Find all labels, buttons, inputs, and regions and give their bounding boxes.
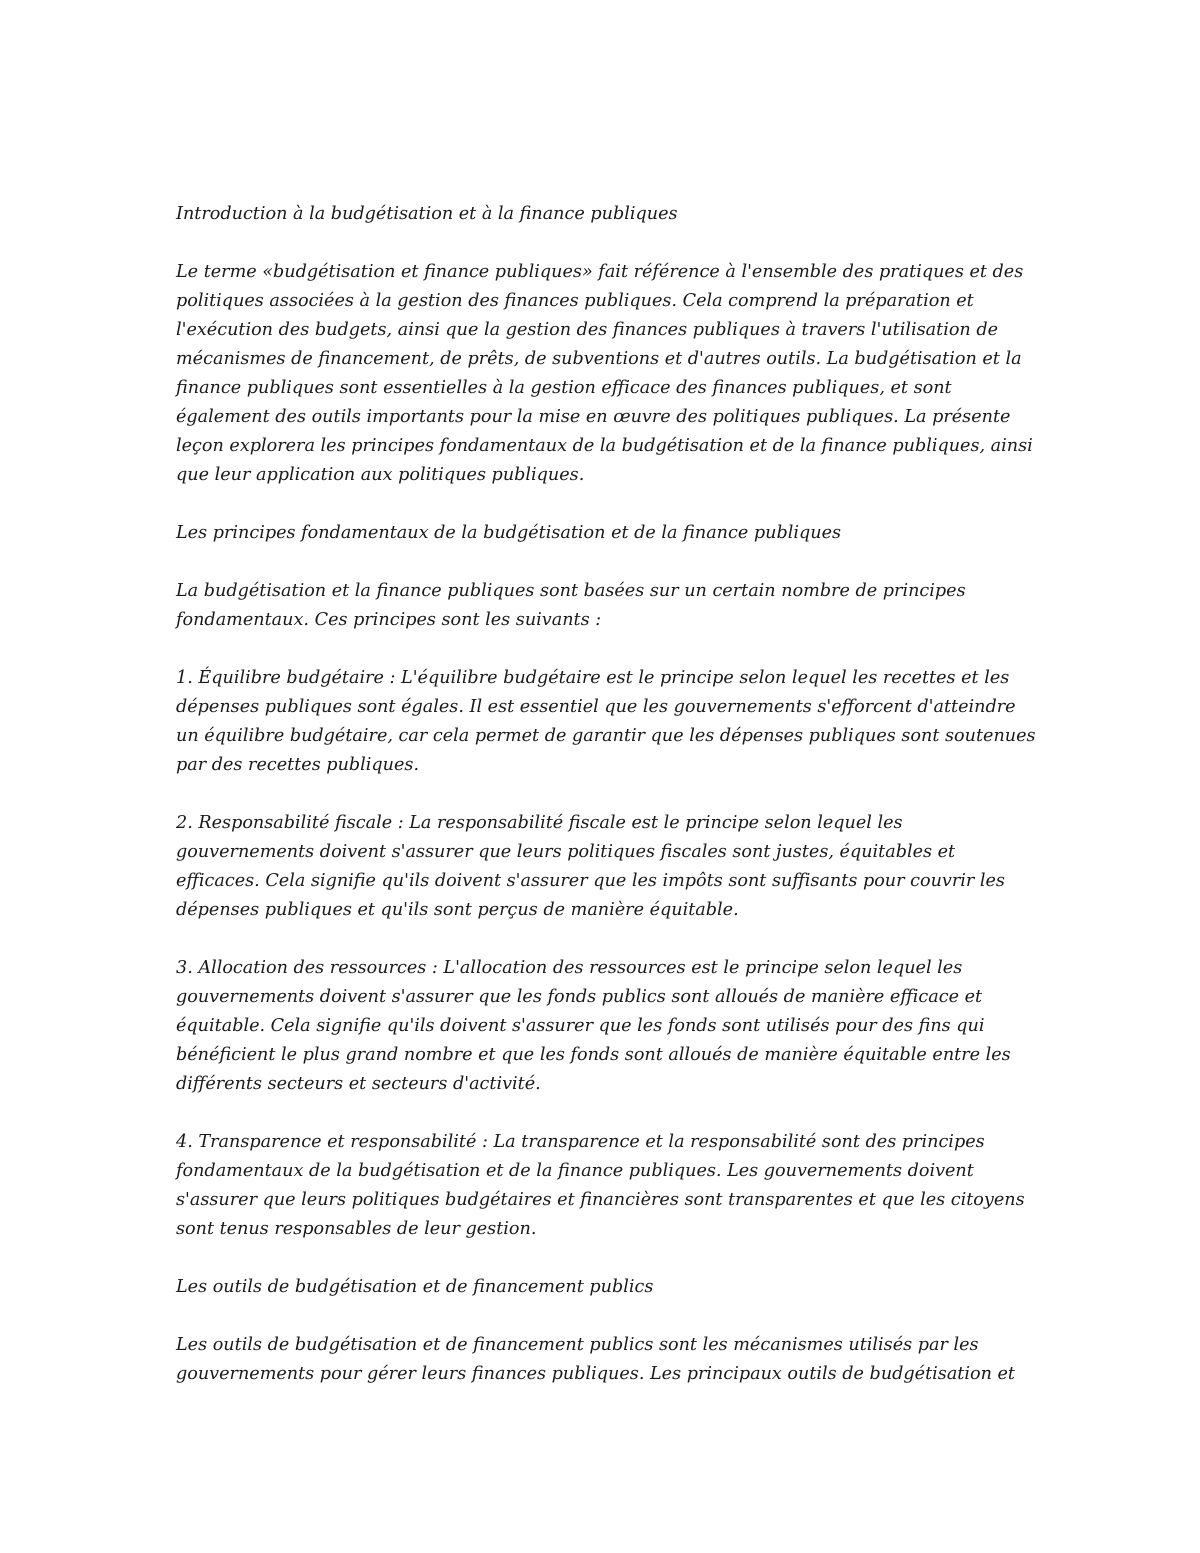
heading-principles: Les principes fondamentaux de la budgétisation et de la finance publiques <box>176 523 842 543</box>
principle-1: 1. Équilibre budgétaire : L'équilibre budgétaire est le principe selon lequel les recettes et les dépenses publiques sont égales. Il est essentiel que les gouvernements s'efforcent d'atteindre un équilibre budgétaire, car cela permet de garantir que les dépenses publiques sont soutenues par des recettes publiques. <box>176 668 1036 775</box>
document-body <box>176 200 1036 1418</box>
principle-2: 2. Responsabilité fiscale : La responsabilité fiscale est le principe selon lequel les gouvernements doivent s'assurer que leurs politiques fiscales sont justes, équitables et efficaces. Cela signifie qu'ils doivent s'assurer que les impôts sont suffisants pour couvrir les dépenses publiques et qu'ils sont perçus de manière équitable. <box>176 813 1005 920</box>
paragraph-tools: Les outils de budgétisation et de financement publics sont les mécanismes utilisés par les gouvernements pour gérer leurs finances publiques. Les principaux outils de budgétisation et <box>176 1335 1016 1384</box>
heading-tools: Les outils de budgétisation et de financement publics <box>176 1277 654 1297</box>
principle-4: 4. Transparence et responsabilité : La transparence et la responsabilité sont des principes fondamentaux de la budgétisation et de la finance publiques. Les gouvernements doivent s'assurer que leurs politiques budgétaires et financières sont transparentes et que les citoyens sont tenus responsables de leur gestion. <box>176 1132 1025 1239</box>
paragraph-introduction: Le terme «budgétisation et finance publiques» fait référence à l'ensemble des pratiques et des politiques associées à la gestion des finances publiques. Cela comprend la préparation et l'exécution des budgets, ainsi que la gestion des finances publiques à travers l'utilisation de mécanismes de financement, de prêts, de subventions et d'autres outils. La budgétisation et la finance publiques sont essentielles à la gestion efficace des finances publiques, et sont également des outils importants pour la mise en œuvre des politiques publiques. La présente leçon explorera les principes fondamentaux de la budgétisation et de la finance publiques, ainsi que leur application aux politiques publiques. <box>176 262 1033 485</box>
paragraph-principles: La budgétisation et la finance publiques sont basées sur un certain nombre de principes fondamentaux. Ces principes sont les suivants : <box>176 581 966 630</box>
heading-introduction: Introduction à la budgétisation et à la finance publiques <box>176 204 678 224</box>
principle-3: 3. Allocation des ressources : L'allocation des ressources est le principe selon lequel les gouvernements doivent s'assurer que les fonds publics sont alloués de manière efficace et équitable. Cela signifie qu'ils doivent s'assurer que les fonds sont utilisés pour des fins qui bénéficient le plus grand nombre et que les fonds sont alloués de manière équitable entre les différents secteurs et secteurs d'activité. <box>176 958 1011 1094</box>
